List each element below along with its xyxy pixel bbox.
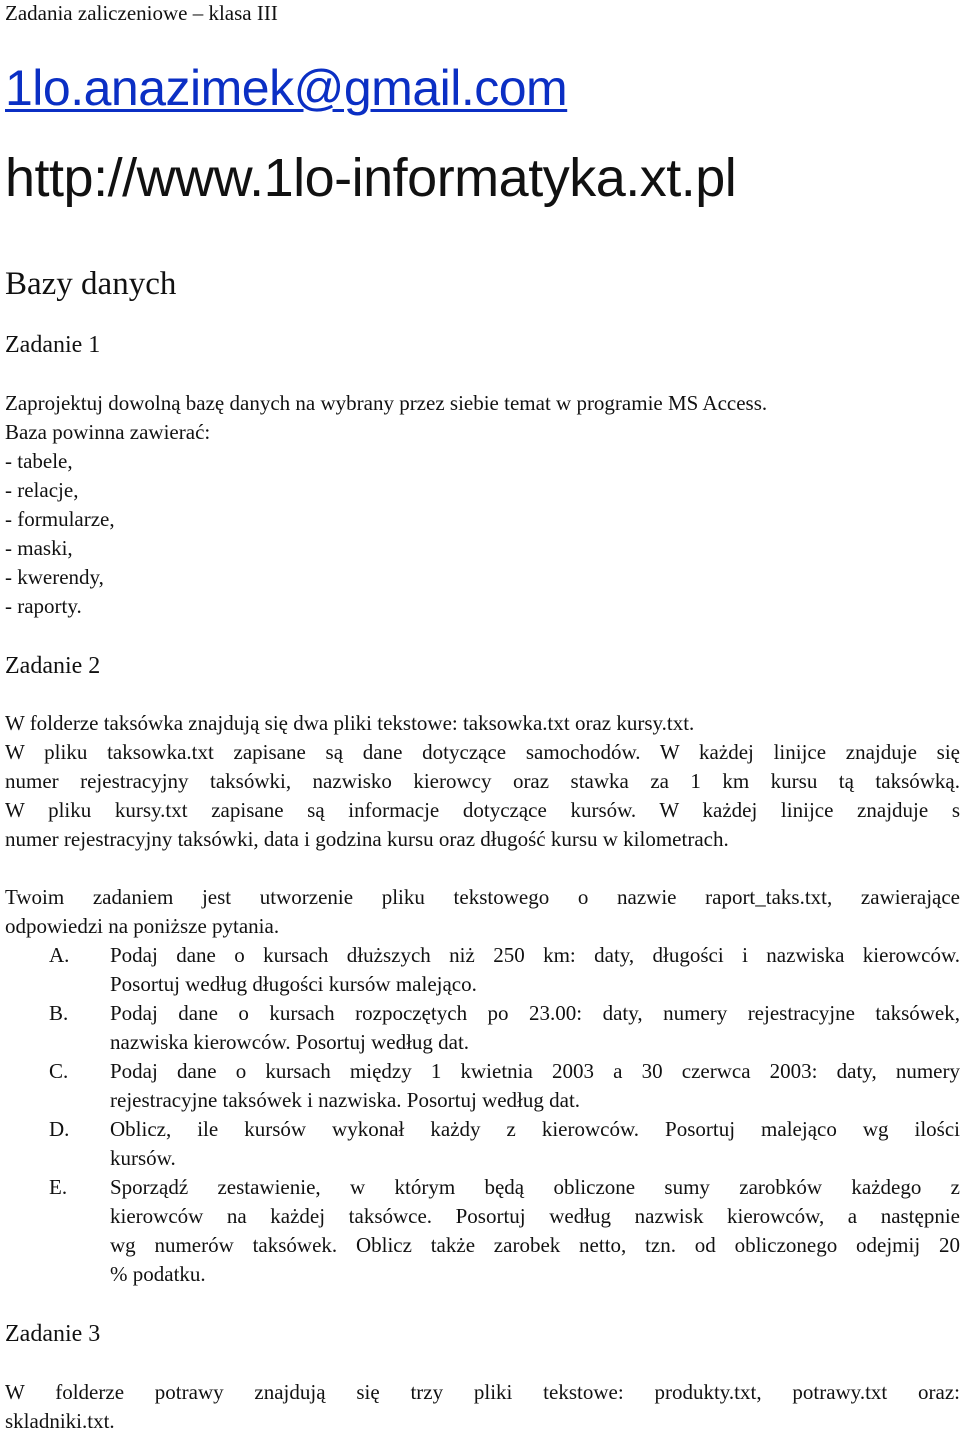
task-2-heading: Zadanie 2 (5, 653, 101, 679)
email-link[interactable]: 1lo.anazimek@gmail.com (5, 60, 568, 116)
question-text: Sporządź zestawienie, w którym będą obliczone sumy zarobków każdego z (110, 1175, 960, 1199)
question-label: E. (49, 1175, 68, 1199)
task-2-line: numer rejestracyjny taksówki, nazwisko kierowcy oraz stawka za 1 km kursu tą taksówką. (5, 769, 960, 793)
task-1-body (5, 389, 960, 621)
question-label: B. (49, 1001, 69, 1025)
task-1-list-item: - raporty. (5, 594, 82, 618)
question-label: A. (49, 943, 70, 967)
task-3-line: W folderze potrawy znajdują się trzy pliki tekstowe: produkty.txt, potrawy.txt oraz: (5, 1380, 960, 1404)
question-item-d (5, 1115, 960, 1173)
task-2-intro-line: Twoim zadaniem jest utworzenie pliku tekstowego o nazwie raport_taks.txt, zawierające (5, 885, 960, 909)
task-2-line: W pliku taksowka.txt zapisane są dane dotyczące samochodów. W każdej linijce znajduje się (5, 740, 960, 764)
task-1-list-item: - relacje, (5, 478, 79, 502)
task-2-intro (5, 883, 960, 941)
question-text: wg numerów taksówek. Oblicz także zarobek netto, tzn. od obliczonego odejmij 20 (110, 1233, 960, 1257)
task-1-line: Baza powinna zawierać: (5, 420, 211, 444)
question-text: Oblicz, ile kursów wykonał każdy z kierowców. Posortuj malejąco wg ilości (110, 1117, 960, 1141)
question-item-c (5, 1057, 960, 1115)
question-text: nazwiska kierowców. Posortuj według dat. (110, 1030, 470, 1054)
section-title: Bazy danych (5, 266, 177, 302)
task-1-heading: Zadanie 1 (5, 332, 101, 358)
question-text: Posortuj według długości kursów malejąco. (110, 972, 477, 996)
question-text: kierowców na każdej taksówce. Posortuj według nazwisk kierowców, a następnie (110, 1204, 960, 1228)
task-3-heading: Zadanie 3 (5, 1321, 101, 1347)
task-2-line: numer rejestracyjny taksówki, data i godzina kursu oraz długość kursu w kilometrach. (5, 827, 729, 851)
task-2-body (5, 709, 960, 854)
question-text: Podaj dane o kursach między 1 kwietnia 2003 a 30 czerwca 2003: daty, numery (110, 1059, 960, 1083)
question-text: rejestracyjne taksówek i nazwiska. Posortuj według dat. (110, 1088, 581, 1112)
task-2-intro-line: odpowiedzi na poniższe pytania. (5, 914, 280, 938)
task-2-question-list (5, 941, 960, 1289)
task-2-line: W folderze taksówka znajdują się dwa pliki tekstowe: taksowka.txt oraz kursy.txt. (5, 711, 695, 735)
question-text: Podaj dane o kursach dłuższych niż 250 km: daty, długości i nazwiska kierowców. (110, 943, 960, 967)
question-text: % podatku. (110, 1262, 206, 1286)
question-text: Podaj dane o kursach rozpoczętych po 23.00: daty, numery rejestracyjne taksówek, (110, 1001, 960, 1025)
document-header: Zadania zaliczeniowe – klasa III (5, 1, 278, 25)
website-url: http://www.1lo-informatyka.xt.pl (5, 148, 737, 208)
task-3-line: skladniki.txt. (5, 1409, 115, 1433)
task-1-line: Zaprojektuj dowolną bazę danych na wybrany przez siebie temat w programie MS Access. (5, 391, 768, 415)
question-label: D. (49, 1117, 70, 1141)
question-item-a (5, 941, 960, 999)
question-item-e (5, 1173, 960, 1289)
question-item-b (5, 999, 960, 1057)
task-1-list-item: - maski, (5, 536, 73, 560)
task-1-list-item: - formularze, (5, 507, 115, 531)
task-3-body (5, 1378, 960, 1436)
task-2-line: W pliku kursy.txt zapisane są informacje dotyczące kursów. W każdej linijce znajduje s (5, 798, 960, 822)
question-text: kursów. (110, 1146, 176, 1170)
task-1-list-item: - tabele, (5, 449, 73, 473)
question-label: C. (49, 1059, 69, 1083)
task-1-list-item: - kwerendy, (5, 565, 104, 589)
